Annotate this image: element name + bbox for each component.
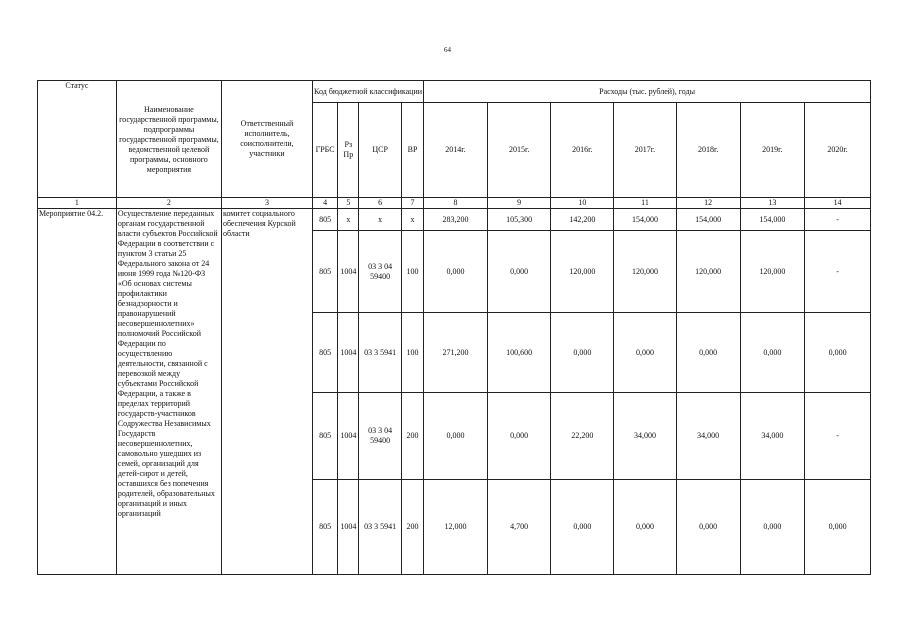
- cell-rzpr: 1004: [338, 480, 359, 575]
- cell-vr: 100: [401, 231, 423, 313]
- cell-2017: 120,000: [614, 231, 677, 313]
- cell-2020: -: [805, 231, 871, 313]
- header-responsible: Ответственный исполнитель, соисполнители, участники: [221, 81, 312, 198]
- cell-vr: 200: [401, 393, 423, 480]
- cell-rzpr: 1004: [338, 393, 359, 480]
- header-year-2019: 2019г.: [740, 103, 805, 198]
- cell-2020: -: [805, 393, 871, 480]
- activity-status: Мероприятие 04.2.: [38, 209, 117, 575]
- header-status: Статус: [38, 81, 117, 198]
- activity-responsible: комитет социального обеспечения Курской области: [221, 209, 312, 575]
- cell-rzpr: х: [338, 209, 359, 231]
- cell-2015: 4,700: [487, 480, 551, 575]
- cell-vr: х: [401, 209, 423, 231]
- header-row-1: [38, 81, 871, 103]
- cell-2014: 12,000: [424, 480, 488, 575]
- column-number: 9: [487, 198, 551, 209]
- column-number: 1: [38, 198, 117, 209]
- column-number: 12: [676, 198, 740, 209]
- cell-2016: 0,000: [551, 313, 614, 393]
- cell-vr: 200: [401, 480, 423, 575]
- column-number: 6: [359, 198, 401, 209]
- header-vr: ВР: [401, 103, 423, 198]
- header-year-2020: 2020г.: [805, 103, 871, 198]
- cell-2018: 0,000: [676, 313, 740, 393]
- cell-2015: 0,000: [487, 231, 551, 313]
- cell-csr: 03 3 5941: [359, 480, 401, 575]
- cell-2019: 120,000: [740, 231, 805, 313]
- page-number: 64: [444, 46, 451, 54]
- header-year-2015: 2015г.: [487, 103, 551, 198]
- cell-2017: 154,000: [614, 209, 677, 231]
- cell-2018: 0,000: [676, 480, 740, 575]
- cell-csr: 03 3 04 59400: [359, 393, 401, 480]
- header-rzpr: Рз Пр: [338, 103, 359, 198]
- cell-2020: 0,000: [805, 313, 871, 393]
- header-grbs: ГРБС: [312, 103, 337, 198]
- column-number: 13: [740, 198, 805, 209]
- cell-2015: 0,000: [487, 393, 551, 480]
- cell-2014: 271,200: [424, 313, 488, 393]
- cell-grbs: 805: [312, 313, 337, 393]
- cell-2016: 142,200: [551, 209, 614, 231]
- cell-rzpr: 1004: [338, 231, 359, 313]
- cell-2014: 0,000: [424, 231, 488, 313]
- header-year-2014: 2014г.: [424, 103, 488, 198]
- cell-2020: -: [805, 209, 871, 231]
- column-number: 8: [424, 198, 488, 209]
- cell-2017: 0,000: [614, 313, 677, 393]
- header-budget-code: Код бюджетной классификации: [312, 81, 423, 103]
- cell-grbs: 805: [312, 480, 337, 575]
- cell-grbs: 805: [312, 231, 337, 313]
- cell-2018: 34,000: [676, 393, 740, 480]
- header-year-2017: 2017г.: [614, 103, 677, 198]
- cell-2020: 0,000: [805, 480, 871, 575]
- cell-csr: 03 3 04 59400: [359, 231, 401, 313]
- column-number: 14: [805, 198, 871, 209]
- cell-csr: 03 3 5941: [359, 313, 401, 393]
- header-year-2018: 2018г.: [676, 103, 740, 198]
- cell-2018: 154,000: [676, 209, 740, 231]
- cell-2016: 120,000: [551, 231, 614, 313]
- cell-2016: 22,200: [551, 393, 614, 480]
- cell-2019: 0,000: [740, 313, 805, 393]
- column-number: 2: [116, 198, 221, 209]
- header-name: Наименование государственной программы, подпрограммы государственной программы, ведомственной целевой программы, основного мероприятия: [116, 81, 221, 198]
- cell-2019: 154,000: [740, 209, 805, 231]
- cell-2014: 283,200: [424, 209, 488, 231]
- cell-grbs: 805: [312, 209, 337, 231]
- table-row: [38, 209, 871, 231]
- cell-2014: 0,000: [424, 393, 488, 480]
- cell-2015: 100,600: [487, 313, 551, 393]
- cell-2017: 0,000: [614, 480, 677, 575]
- cell-csr: х: [359, 209, 401, 231]
- column-number: 10: [551, 198, 614, 209]
- column-number-row: [38, 198, 871, 209]
- activity-name: Осуществление переданных органам государственной власти субъектов Российской Федерации в соответствии с пунктом 3 статьи 25 Федерального закона от 24 июня 1999 года №120-ФЗ «Об основах системы профилактики безнадзорности и правонарушений несовершеннолетних» полномочий Российской Федерации по осуществлению деятельности, связанной с перевозкой между субъектами Российской Федерации, а также в пределах территорий государств-участников Содружества Независимых Государств несовершеннолетних, самовольно ушедших из семей, организаций для детей-сирот и детей, оставшихся без попечения родителей, образовательных организаций и иных организаций: [116, 209, 221, 575]
- column-number: 5: [338, 198, 359, 209]
- cell-2019: 0,000: [740, 480, 805, 575]
- cell-vr: 100: [401, 313, 423, 393]
- cell-2017: 34,000: [614, 393, 677, 480]
- header-expenses: Расходы (тыс. рублей), годы: [424, 81, 871, 103]
- column-number: 3: [221, 198, 312, 209]
- column-number: 4: [312, 198, 337, 209]
- cell-2019: 34,000: [740, 393, 805, 480]
- column-number: 7: [401, 198, 423, 209]
- cell-rzpr: 1004: [338, 313, 359, 393]
- cell-2016: 0,000: [551, 480, 614, 575]
- header-year-2016: 2016г.: [551, 103, 614, 198]
- column-number: 11: [614, 198, 677, 209]
- budget-table: [37, 80, 871, 575]
- cell-grbs: 805: [312, 393, 337, 480]
- header-csr: ЦСР: [359, 103, 401, 198]
- cell-2015: 105,300: [487, 209, 551, 231]
- cell-2018: 120,000: [676, 231, 740, 313]
